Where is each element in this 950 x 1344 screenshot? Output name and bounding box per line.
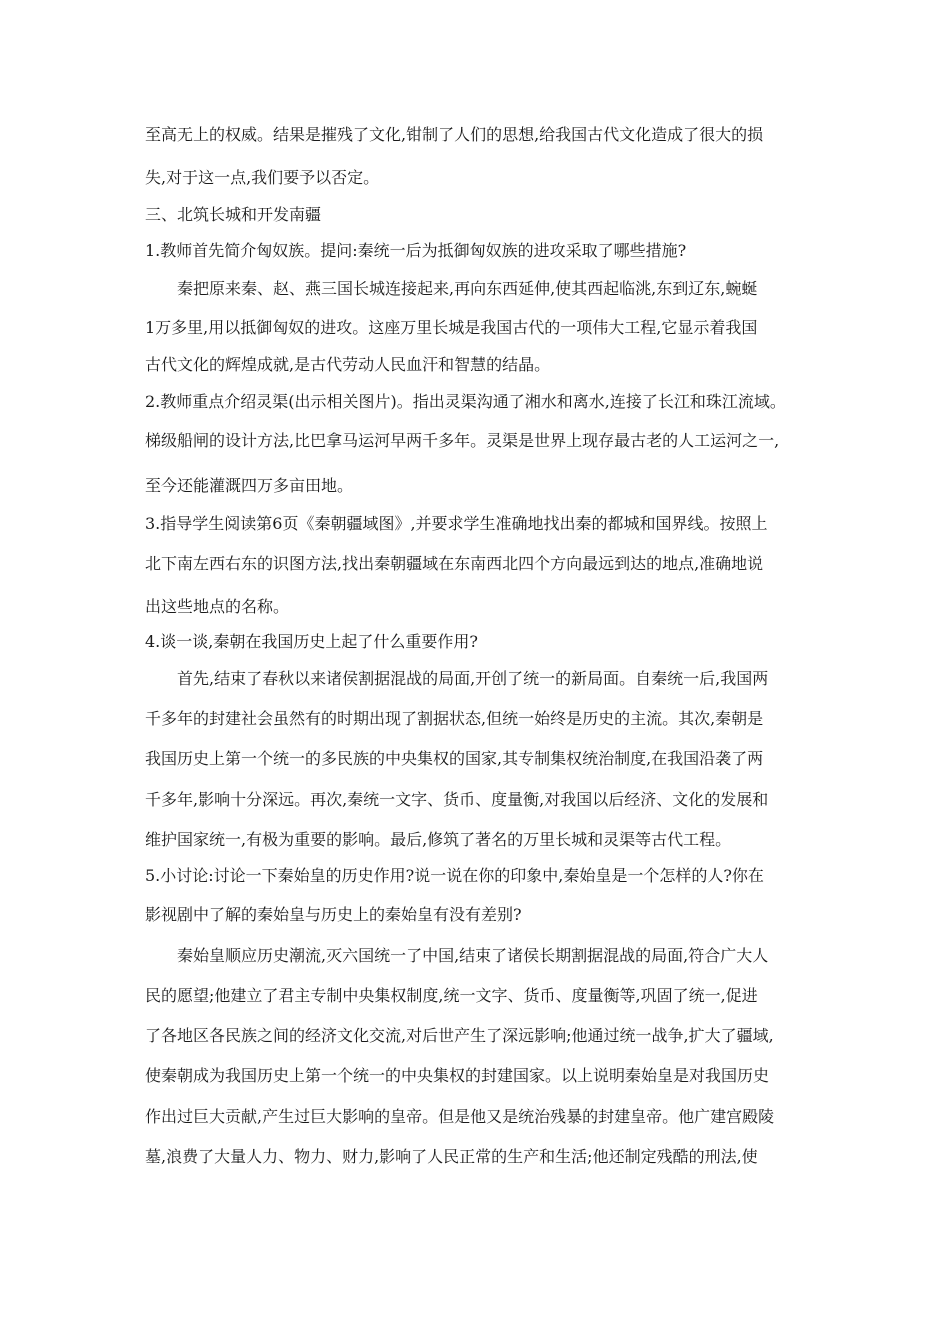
text-line: 了各地区各民族之间的经济文化交流,对后世产生了深远影响;他通过统一战争,扩大了疆域, xyxy=(145,1026,774,1045)
text-line: 至今还能灌溉四万多亩田地。 xyxy=(145,476,354,495)
text-line: 1万多里,用以抵御匈奴的进攻。这座万里长城是我国古代的一项伟大工程,它显示着我国 xyxy=(145,318,758,337)
text-line: 影视剧中了解的秦始皇与历史上的秦始皇有没有差别? xyxy=(145,905,522,924)
text-line: 出这些地点的名称。 xyxy=(145,597,290,616)
text-line: 秦把原来秦、赵、燕三国长城连接起来,再向东西延伸,使其西起临洮,东到辽东,蜿蜒 xyxy=(177,279,758,298)
section-heading: 三、北筑长城和开发南疆 xyxy=(145,205,322,224)
text-line: 北下南左西右东的识图方法,找出秦朝疆域在东南西北四个方向最远到达的地点,准确地说 xyxy=(145,554,764,573)
text-line: 使秦朝成为我国历史上第一个统一的中央集权的封建国家。以上说明秦始皇是对我国历史 xyxy=(145,1066,770,1085)
text-line: 梯级船闸的设计方法,比巴拿马运河早两千多年。灵渠是世界上现存最古老的人工运河之一, xyxy=(145,431,780,450)
text-line: 墓,浪费了大量人力、物力、财力,影响了人民正常的生产和生活;他还制定残酷的刑法,使 xyxy=(145,1147,758,1166)
text-line: 古代文化的辉煌成就,是古代劳动人民血汗和智慧的结晶。 xyxy=(145,355,551,374)
text-line: 首先,结束了春秋以来诸侯割据混战的局面,开创了统一的新局面。自秦统一后,我国两 xyxy=(177,669,769,688)
text-line: 千多年的封建社会虽然有的时期出现了割据状态,但统一始终是历史的主流。其次,秦朝是 xyxy=(145,709,764,728)
question-item-5: 5.小讨论:讨论一下秦始皇的历史作用?说一说在你的印象中,秦始皇是一个怎样的人?你在 xyxy=(145,866,764,885)
text-line: 我国历史上第一个统一的多民族的中央集权的国家,其专制集权统治制度,在我国沿袭了两 xyxy=(145,749,764,768)
text-line: 至高无上的权威。结果是摧残了文化,钳制了人们的思想,给我国古代文化造成了很大的损 xyxy=(145,125,764,144)
text-line: 作出过巨大贡献,产生过巨大影响的皇帝。但是他又是统治残暴的封建皇帝。他广建宫殿陵 xyxy=(145,1107,775,1126)
question-item-3: 3.指导学生阅读第6页《秦朝疆域图》,并要求学生准确地找出秦的都城和国界线。按照上 xyxy=(145,514,768,533)
question-item-1: 1.教师首先简介匈奴族。提问:秦统一后为抵御匈奴族的进攻采取了哪些措施? xyxy=(145,241,687,260)
text-line: 民的愿望;他建立了君主专制中央集权制度,统一文字、货币、度量衡等,巩固了统一,促进 xyxy=(145,986,758,1005)
text-line: 千多年,影响十分深远。再次,秦统一文字、货币、度量衡,对我国以后经济、文化的发展和 xyxy=(145,790,769,809)
question-item-2: 2.教师重点介绍灵渠(出示相关图片)。指出灵渠沟通了湘水和离水,连接了长江和珠江流域。 xyxy=(145,392,786,411)
text-line: 秦始皇顺应历史潮流,灭六国统一了中国,结束了诸侯长期割据混战的局面,符合广大人 xyxy=(177,946,769,965)
text-line: 失,对于这一点,我们要予以否定。 xyxy=(145,168,380,187)
question-item-4: 4.谈一谈,秦朝在我国历史上起了什么重要作用? xyxy=(145,632,478,651)
text-line: 维护国家统一,有极为重要的影响。最后,修筑了著名的万里长城和灵渠等古代工程。 xyxy=(145,830,732,849)
